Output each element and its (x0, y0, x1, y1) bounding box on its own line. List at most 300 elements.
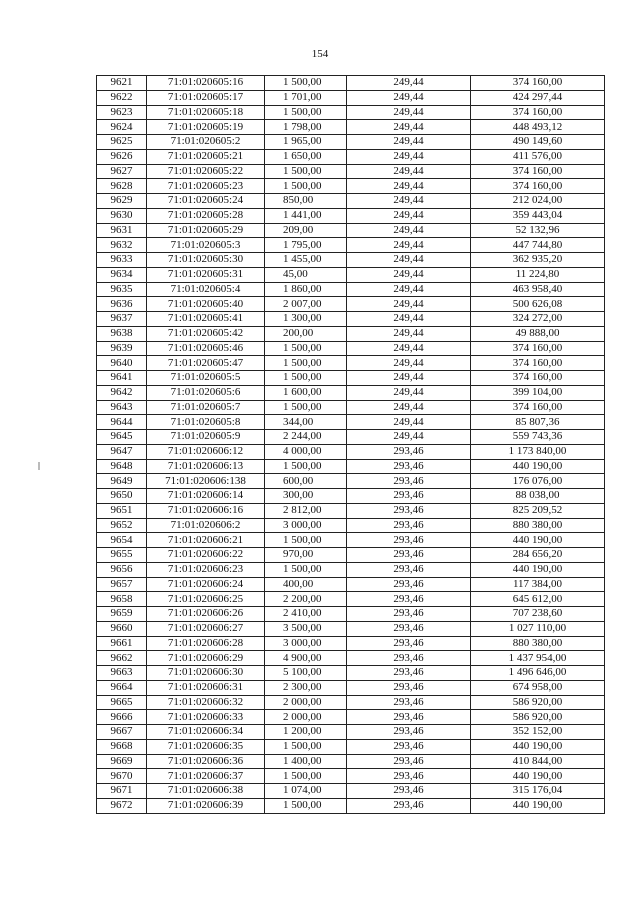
cadastral-number-cell: 71:01:020606:38 (147, 784, 265, 799)
specific-value-cell: 249,44 (347, 400, 471, 415)
row-index-cell: 9630 (97, 208, 147, 223)
row-index-cell: 9667 (97, 725, 147, 740)
area-cell: 344,00 (265, 415, 347, 430)
row-index-cell: 9666 (97, 710, 147, 725)
row-index-cell: 9652 (97, 518, 147, 533)
cadastral-number-cell: 71:01:020606:2 (147, 518, 265, 533)
cadastral-value-cell: 440 190,00 (471, 459, 605, 474)
area-cell: 209,00 (265, 223, 347, 238)
cadastral-value-cell: 424 297,44 (471, 90, 605, 105)
cadastral-number-cell: 71:01:020606:26 (147, 607, 265, 622)
area-cell: 2 244,00 (265, 430, 347, 445)
row-index-cell: 9657 (97, 577, 147, 592)
area-cell: 1 650,00 (265, 149, 347, 164)
specific-value-cell: 249,44 (347, 356, 471, 371)
row-index-cell: 9671 (97, 784, 147, 799)
cadastral-number-cell: 71:01:020606:30 (147, 666, 265, 681)
table-body (97, 76, 605, 814)
cadastral-number-cell: 71:01:020605:3 (147, 238, 265, 253)
table-row (97, 784, 605, 799)
cadastral-number-cell: 71:01:020606:32 (147, 695, 265, 710)
specific-value-cell: 249,44 (347, 149, 471, 164)
specific-value-cell: 293,46 (347, 754, 471, 769)
table-row (97, 90, 605, 105)
cadastral-number-cell: 71:01:020605:42 (147, 326, 265, 341)
cadastral-number-cell: 71:01:020606:39 (147, 798, 265, 813)
area-cell: 2 812,00 (265, 503, 347, 518)
specific-value-cell: 293,46 (347, 798, 471, 813)
cadastral-value-cell: 374 160,00 (471, 164, 605, 179)
cadastral-number-cell: 71:01:020606:28 (147, 636, 265, 651)
row-index-cell: 9649 (97, 474, 147, 489)
cadastral-number-cell: 71:01:020606:34 (147, 725, 265, 740)
specific-value-cell: 293,46 (347, 533, 471, 548)
cadastral-value-cell: 284 656,20 (471, 548, 605, 563)
area-cell: 1 500,00 (265, 533, 347, 548)
cadastral-number-cell: 71:01:020605:16 (147, 76, 265, 91)
cadastral-number-cell: 71:01:020605:24 (147, 194, 265, 209)
cadastral-value-cell: 586 920,00 (471, 710, 605, 725)
cadastral-number-cell: 71:01:020606:24 (147, 577, 265, 592)
cadastral-value-cell: 117 384,00 (471, 577, 605, 592)
table-row (97, 76, 605, 91)
area-cell: 1 500,00 (265, 798, 347, 813)
cadastral-number-cell: 71:01:020606:12 (147, 444, 265, 459)
row-index-cell: 9641 (97, 371, 147, 386)
cadastral-number-cell: 71:01:020605:6 (147, 385, 265, 400)
cadastral-value-cell: 374 160,00 (471, 356, 605, 371)
row-index-cell: 9655 (97, 548, 147, 563)
specific-value-cell: 293,46 (347, 784, 471, 799)
row-index-cell: 9631 (97, 223, 147, 238)
cadastral-value-cell: 440 190,00 (471, 798, 605, 813)
table-row (97, 179, 605, 194)
area-cell: 600,00 (265, 474, 347, 489)
cadastral-number-cell: 71:01:020606:33 (147, 710, 265, 725)
cadastral-value-cell: 52 132,96 (471, 223, 605, 238)
row-index-cell: 9672 (97, 798, 147, 813)
cadastral-value-cell: 1 173 840,00 (471, 444, 605, 459)
table-row (97, 164, 605, 179)
specific-value-cell: 249,44 (347, 415, 471, 430)
row-index-cell: 9639 (97, 341, 147, 356)
specific-value-cell: 249,44 (347, 371, 471, 386)
table-row (97, 562, 605, 577)
specific-value-cell: 249,44 (347, 105, 471, 120)
area-cell: 4 900,00 (265, 651, 347, 666)
cadastral-value-cell: 212 024,00 (471, 194, 605, 209)
row-index-cell: 9621 (97, 76, 147, 91)
specific-value-cell: 293,46 (347, 739, 471, 754)
cadastral-value-cell: 440 190,00 (471, 562, 605, 577)
table-row (97, 253, 605, 268)
specific-value-cell: 249,44 (347, 135, 471, 150)
specific-value-cell: 249,44 (347, 297, 471, 312)
cadastral-value-cell: 399 104,00 (471, 385, 605, 400)
table-row (97, 725, 605, 740)
cadastral-number-cell: 71:01:020606:21 (147, 533, 265, 548)
cadastral-value-cell: 324 272,00 (471, 312, 605, 327)
cadastral-number-cell: 71:01:020606:35 (147, 739, 265, 754)
cadastral-number-cell: 71:01:020606:23 (147, 562, 265, 577)
row-index-cell: 9633 (97, 253, 147, 268)
table-row (97, 769, 605, 784)
specific-value-cell: 293,46 (347, 592, 471, 607)
specific-value-cell: 249,44 (347, 238, 471, 253)
table-row (97, 577, 605, 592)
cadastral-value-cell: 1 027 110,00 (471, 621, 605, 636)
page-number: 154 (311, 48, 329, 60)
area-cell: 1 441,00 (265, 208, 347, 223)
table-row (97, 430, 605, 445)
table-row (97, 489, 605, 504)
area-cell: 970,00 (265, 548, 347, 563)
cadastral-value-cell: 880 380,00 (471, 518, 605, 533)
cadastral-number-cell: 71:01:020605:9 (147, 430, 265, 445)
row-index-cell: 9626 (97, 149, 147, 164)
table-row (97, 798, 605, 813)
table-row (97, 533, 605, 548)
area-cell: 1 500,00 (265, 105, 347, 120)
cadastral-number-cell: 71:01:020606:31 (147, 680, 265, 695)
specific-value-cell: 293,46 (347, 503, 471, 518)
row-index-cell: 9669 (97, 754, 147, 769)
cadastral-value-cell: 500 626,08 (471, 297, 605, 312)
area-cell: 5 100,00 (265, 666, 347, 681)
table-row (97, 710, 605, 725)
table-row (97, 194, 605, 209)
specific-value-cell: 249,44 (347, 385, 471, 400)
table-row (97, 356, 605, 371)
cadastral-number-cell: 71:01:020605:40 (147, 297, 265, 312)
row-index-cell: 9651 (97, 503, 147, 518)
table-row (97, 548, 605, 563)
area-cell: 1 500,00 (265, 76, 347, 91)
table-row (97, 695, 605, 710)
area-cell: 200,00 (265, 326, 347, 341)
cadastral-value-cell: 88 038,00 (471, 489, 605, 504)
cadastral-number-cell: 71:01:020606:22 (147, 548, 265, 563)
table-row (97, 238, 605, 253)
cadastral-number-cell: 71:01:020606:138 (147, 474, 265, 489)
table-row (97, 518, 605, 533)
row-index-cell: 9622 (97, 90, 147, 105)
specific-value-cell: 249,44 (347, 120, 471, 135)
table-row (97, 636, 605, 651)
specific-value-cell: 293,46 (347, 769, 471, 784)
table-row (97, 739, 605, 754)
row-index-cell: 9635 (97, 282, 147, 297)
cadastral-value-cell: 463 958,40 (471, 282, 605, 297)
cadastral-number-cell: 71:01:020605:47 (147, 356, 265, 371)
area-cell: 3 000,00 (265, 636, 347, 651)
cadastral-value-cell: 490 149,60 (471, 135, 605, 150)
area-cell: 1 500,00 (265, 164, 347, 179)
row-index-cell: 9660 (97, 621, 147, 636)
cadastral-number-cell: 71:01:020606:27 (147, 621, 265, 636)
row-index-cell: 9670 (97, 769, 147, 784)
specific-value-cell: 249,44 (347, 164, 471, 179)
area-cell: 2 000,00 (265, 695, 347, 710)
specific-value-cell: 293,46 (347, 636, 471, 651)
cadastral-number-cell: 71:01:020605:22 (147, 164, 265, 179)
area-cell: 45,00 (265, 267, 347, 282)
area-cell: 1 500,00 (265, 371, 347, 386)
cadastral-value-cell: 447 744,80 (471, 238, 605, 253)
table-row (97, 105, 605, 120)
area-cell: 2 300,00 (265, 680, 347, 695)
specific-value-cell: 249,44 (347, 179, 471, 194)
specific-value-cell: 293,46 (347, 459, 471, 474)
cadastral-value-cell: 359 443,04 (471, 208, 605, 223)
row-index-cell: 9654 (97, 533, 147, 548)
cadastral-number-cell: 71:01:020605:29 (147, 223, 265, 238)
cadastral-value-cell: 645 612,00 (471, 592, 605, 607)
row-index-cell: 9668 (97, 739, 147, 754)
table-row (97, 621, 605, 636)
cadastral-number-cell: 71:01:020605:46 (147, 341, 265, 356)
row-index-cell: 9647 (97, 444, 147, 459)
cadastral-value-cell: 11 224,80 (471, 267, 605, 282)
cadastral-number-cell: 71:01:020605:23 (147, 179, 265, 194)
area-cell: 2 200,00 (265, 592, 347, 607)
cadastral-number-cell: 71:01:020606:36 (147, 754, 265, 769)
table-row (97, 503, 605, 518)
specific-value-cell: 249,44 (347, 253, 471, 268)
cadastral-value-cell: 1 437 954,00 (471, 651, 605, 666)
area-cell: 400,00 (265, 577, 347, 592)
area-cell: 1 500,00 (265, 400, 347, 415)
specific-value-cell: 249,44 (347, 326, 471, 341)
row-index-cell: 9658 (97, 592, 147, 607)
area-cell: 1 074,00 (265, 784, 347, 799)
row-index-cell: 9638 (97, 326, 147, 341)
area-cell: 850,00 (265, 194, 347, 209)
cadastral-value-cell: 440 190,00 (471, 739, 605, 754)
specific-value-cell: 293,46 (347, 607, 471, 622)
area-cell: 2 007,00 (265, 297, 347, 312)
cadastral-value-cell: 440 190,00 (471, 533, 605, 548)
specific-value-cell: 293,46 (347, 489, 471, 504)
row-index-cell: 9650 (97, 489, 147, 504)
table-row (97, 385, 605, 400)
table-row (97, 312, 605, 327)
cadastral-number-cell: 71:01:020605:28 (147, 208, 265, 223)
specific-value-cell: 293,46 (347, 725, 471, 740)
cadastral-number-cell: 71:01:020606:37 (147, 769, 265, 784)
cadastral-value-cell: 410 844,00 (471, 754, 605, 769)
area-cell: 3 500,00 (265, 621, 347, 636)
cadastral-value-cell: 374 160,00 (471, 179, 605, 194)
cadastral-number-cell: 71:01:020605:4 (147, 282, 265, 297)
specific-value-cell: 293,46 (347, 695, 471, 710)
specific-value-cell: 293,46 (347, 562, 471, 577)
cadastral-value-cell: 559 743,36 (471, 430, 605, 445)
table-row (97, 415, 605, 430)
table-row (97, 341, 605, 356)
cadastral-number-cell: 71:01:020606:25 (147, 592, 265, 607)
cadastral-value-cell: 707 238,60 (471, 607, 605, 622)
cadastral-number-cell: 71:01:020606:14 (147, 489, 265, 504)
cadastral-value-cell: 49 888,00 (471, 326, 605, 341)
area-cell: 1 500,00 (265, 341, 347, 356)
specific-value-cell: 249,44 (347, 312, 471, 327)
cadastral-number-cell: 71:01:020605:41 (147, 312, 265, 327)
cadastral-value-cell: 674 958,00 (471, 680, 605, 695)
row-index-cell: 9628 (97, 179, 147, 194)
area-cell: 1 500,00 (265, 356, 347, 371)
cadastral-number-cell: 71:01:020606:13 (147, 459, 265, 474)
area-cell: 1 600,00 (265, 385, 347, 400)
cadastral-number-cell: 71:01:020606:29 (147, 651, 265, 666)
area-cell: 1 400,00 (265, 754, 347, 769)
cadastral-value-cell: 352 152,00 (471, 725, 605, 740)
cadastral-value-cell: 448 493,12 (471, 120, 605, 135)
row-index-cell: 9629 (97, 194, 147, 209)
table-row (97, 459, 605, 474)
cadastral-value-cell: 374 160,00 (471, 105, 605, 120)
table-row (97, 592, 605, 607)
row-index-cell: 9623 (97, 105, 147, 120)
cadastral-value-cell: 374 160,00 (471, 371, 605, 386)
area-cell: 1 500,00 (265, 769, 347, 784)
row-index-cell: 9624 (97, 120, 147, 135)
specific-value-cell: 293,46 (347, 444, 471, 459)
area-cell: 3 000,00 (265, 518, 347, 533)
cadastral-value-table (96, 75, 605, 814)
row-index-cell: 9634 (97, 267, 147, 282)
specific-value-cell: 293,46 (347, 548, 471, 563)
row-index-cell: 9637 (97, 312, 147, 327)
specific-value-cell: 249,44 (347, 208, 471, 223)
area-cell: 1 965,00 (265, 135, 347, 150)
cadastral-value-cell: 411 576,00 (471, 149, 605, 164)
row-index-cell: 9648 (97, 459, 147, 474)
specific-value-cell: 249,44 (347, 194, 471, 209)
cadastral-number-cell: 71:01:020605:8 (147, 415, 265, 430)
area-cell: 1 200,00 (265, 725, 347, 740)
cadastral-number-cell: 71:01:020605:18 (147, 105, 265, 120)
specific-value-cell: 293,46 (347, 518, 471, 533)
area-cell: 1 300,00 (265, 312, 347, 327)
row-index-cell: 9661 (97, 636, 147, 651)
cadastral-value-cell: 374 160,00 (471, 76, 605, 91)
specific-value-cell: 249,44 (347, 341, 471, 356)
table-row (97, 754, 605, 769)
cadastral-value-cell: 825 209,52 (471, 503, 605, 518)
row-index-cell: 9627 (97, 164, 147, 179)
table-row (97, 400, 605, 415)
cadastral-value-cell: 374 160,00 (471, 400, 605, 415)
cadastral-value-cell: 315 176,04 (471, 784, 605, 799)
specific-value-cell: 249,44 (347, 76, 471, 91)
cadastral-value-cell: 440 190,00 (471, 769, 605, 784)
specific-value-cell: 293,46 (347, 666, 471, 681)
area-cell: 4 000,00 (265, 444, 347, 459)
area-cell: 1 860,00 (265, 282, 347, 297)
table-row (97, 474, 605, 489)
table-row (97, 120, 605, 135)
cadastral-value-cell: 374 160,00 (471, 341, 605, 356)
area-cell: 1 500,00 (265, 459, 347, 474)
table-row (97, 282, 605, 297)
cadastral-number-cell: 71:01:020605:2 (147, 135, 265, 150)
table-row (97, 149, 605, 164)
cadastral-value-cell: 1 496 646,00 (471, 666, 605, 681)
row-index-cell: 9636 (97, 297, 147, 312)
area-cell: 2 000,00 (265, 710, 347, 725)
area-cell: 300,00 (265, 489, 347, 504)
table-row (97, 680, 605, 695)
cadastral-number-cell: 71:01:020606:16 (147, 503, 265, 518)
table-row (97, 371, 605, 386)
row-index-cell: 9662 (97, 651, 147, 666)
table-row (97, 607, 605, 622)
row-index-cell: 9659 (97, 607, 147, 622)
specific-value-cell: 293,46 (347, 474, 471, 489)
table-row (97, 223, 605, 238)
specific-value-cell: 249,44 (347, 267, 471, 282)
row-index-cell: 9645 (97, 430, 147, 445)
specific-value-cell: 293,46 (347, 680, 471, 695)
table-row (97, 444, 605, 459)
cadastral-number-cell: 71:01:020605:7 (147, 400, 265, 415)
specific-value-cell: 249,44 (347, 223, 471, 238)
cadastral-number-cell: 71:01:020605:30 (147, 253, 265, 268)
table-row (97, 326, 605, 341)
cadastral-number-cell: 71:01:020605:19 (147, 120, 265, 135)
specific-value-cell: 293,46 (347, 710, 471, 725)
specific-value-cell: 249,44 (347, 282, 471, 297)
area-cell: 1 798,00 (265, 120, 347, 135)
cadastral-value-cell: 880 380,00 (471, 636, 605, 651)
row-index-cell: 9644 (97, 415, 147, 430)
table-row (97, 135, 605, 150)
specific-value-cell: 293,46 (347, 577, 471, 592)
margin-mark (38, 462, 40, 470)
row-index-cell: 9663 (97, 666, 147, 681)
specific-value-cell: 249,44 (347, 430, 471, 445)
area-cell: 2 410,00 (265, 607, 347, 622)
row-index-cell: 9642 (97, 385, 147, 400)
cadastral-number-cell: 71:01:020605:5 (147, 371, 265, 386)
table-row (97, 666, 605, 681)
specific-value-cell: 293,46 (347, 651, 471, 666)
row-index-cell: 9656 (97, 562, 147, 577)
specific-value-cell: 293,46 (347, 621, 471, 636)
row-index-cell: 9632 (97, 238, 147, 253)
cadastral-value-cell: 176 076,00 (471, 474, 605, 489)
table-row (97, 267, 605, 282)
area-cell: 1 500,00 (265, 562, 347, 577)
area-cell: 1 701,00 (265, 90, 347, 105)
cadastral-number-cell: 71:01:020605:17 (147, 90, 265, 105)
table-row (97, 208, 605, 223)
row-index-cell: 9625 (97, 135, 147, 150)
area-cell: 1 795,00 (265, 238, 347, 253)
cadastral-number-cell: 71:01:020605:31 (147, 267, 265, 282)
row-index-cell: 9640 (97, 356, 147, 371)
cadastral-number-cell: 71:01:020605:21 (147, 149, 265, 164)
row-index-cell: 9643 (97, 400, 147, 415)
area-cell: 1 500,00 (265, 179, 347, 194)
table-row (97, 651, 605, 666)
row-index-cell: 9664 (97, 680, 147, 695)
table-row (97, 297, 605, 312)
cadastral-value-cell: 586 920,00 (471, 695, 605, 710)
area-cell: 1 455,00 (265, 253, 347, 268)
row-index-cell: 9665 (97, 695, 147, 710)
